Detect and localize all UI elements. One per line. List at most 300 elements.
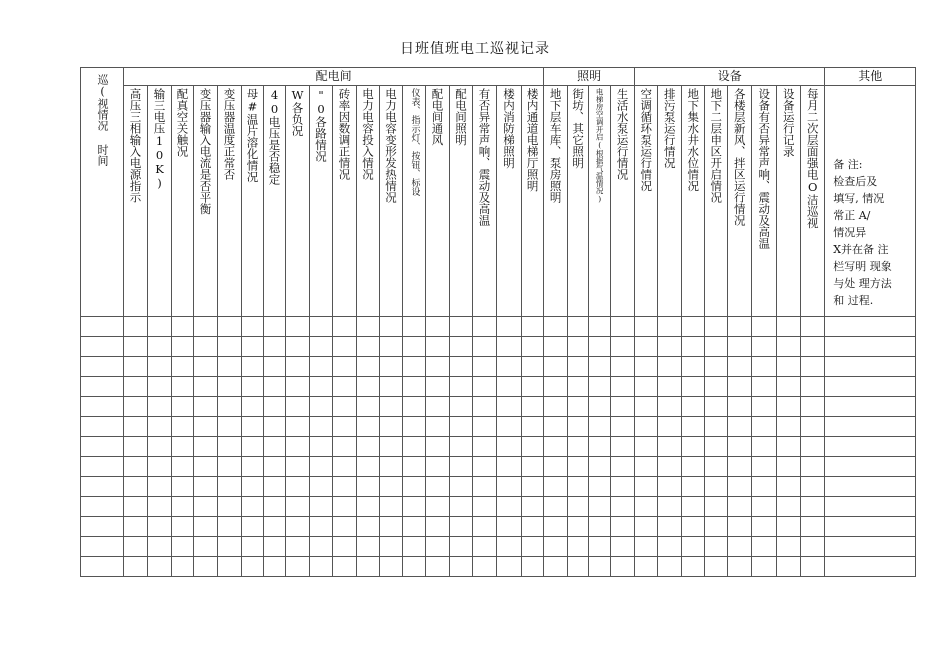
- table-cell[interactable]: [522, 537, 544, 557]
- table-cell[interactable]: [473, 357, 497, 377]
- table-cell[interactable]: [728, 397, 752, 417]
- table-cell[interactable]: [333, 477, 357, 497]
- table-cell[interactable]: [172, 477, 194, 497]
- table-cell[interactable]: [380, 557, 403, 577]
- table-cell[interactable]: [825, 377, 916, 397]
- table-cell[interactable]: [658, 357, 682, 377]
- table-cell[interactable]: [194, 557, 218, 577]
- table-cell[interactable]: [426, 397, 450, 417]
- table-cell[interactable]: [568, 317, 589, 337]
- table-cell[interactable]: [426, 557, 450, 577]
- table-cell[interactable]: [777, 537, 801, 557]
- table-cell[interactable]: [333, 437, 357, 457]
- table-cell[interactable]: [310, 497, 333, 517]
- table-cell[interactable]: [635, 437, 658, 457]
- table-cell[interactable]: [194, 317, 218, 337]
- table-cell[interactable]: [801, 337, 825, 357]
- table-cell[interactable]: [473, 497, 497, 517]
- table-cell[interactable]: [589, 517, 611, 537]
- table-cell[interactable]: [635, 497, 658, 517]
- table-cell[interactable]: [310, 477, 333, 497]
- table-cell[interactable]: [522, 437, 544, 457]
- table-cell[interactable]: [380, 437, 403, 457]
- table-cell[interactable]: [825, 437, 916, 457]
- table-cell[interactable]: [473, 397, 497, 417]
- table-cell[interactable]: [705, 557, 728, 577]
- table-cell[interactable]: [264, 357, 286, 377]
- table-cell[interactable]: [242, 457, 264, 477]
- table-cell[interactable]: [286, 497, 310, 517]
- table-cell[interactable]: [124, 557, 148, 577]
- table-cell[interactable]: [310, 357, 333, 377]
- table-cell[interactable]: [380, 497, 403, 517]
- table-cell[interactable]: [568, 437, 589, 457]
- table-cell[interactable]: [801, 537, 825, 557]
- table-cell[interactable]: [752, 437, 777, 457]
- table-cell[interactable]: [473, 377, 497, 397]
- table-cell[interactable]: [172, 377, 194, 397]
- table-cell[interactable]: [611, 497, 635, 517]
- table-cell[interactable]: [286, 457, 310, 477]
- table-cell[interactable]: [450, 357, 473, 377]
- table-cell[interactable]: [124, 397, 148, 417]
- table-cell[interactable]: [473, 437, 497, 457]
- table-cell[interactable]: [705, 357, 728, 377]
- table-cell[interactable]: [242, 417, 264, 437]
- table-cell[interactable]: [403, 437, 426, 457]
- table-cell[interactable]: [310, 557, 333, 577]
- table-cell[interactable]: [357, 337, 380, 357]
- table-cell[interactable]: [589, 537, 611, 557]
- table-cell[interactable]: [380, 517, 403, 537]
- table-cell[interactable]: [218, 517, 242, 537]
- table-cell[interactable]: [705, 417, 728, 437]
- table-cell[interactable]: [728, 357, 752, 377]
- table-cell[interactable]: [450, 417, 473, 437]
- table-cell[interactable]: [357, 397, 380, 417]
- table-cell[interactable]: [801, 557, 825, 577]
- table-cell[interactable]: [589, 317, 611, 337]
- table-cell[interactable]: [286, 377, 310, 397]
- table-cell[interactable]: [172, 317, 194, 337]
- table-cell[interactable]: [450, 537, 473, 557]
- table-cell[interactable]: [310, 457, 333, 477]
- table-cell[interactable]: [450, 397, 473, 417]
- table-cell[interactable]: [752, 397, 777, 417]
- table-cell[interactable]: [728, 497, 752, 517]
- table-cell[interactable]: [403, 497, 426, 517]
- table-cell[interactable]: [801, 497, 825, 517]
- table-cell[interactable]: [497, 377, 522, 397]
- table-cell[interactable]: [148, 557, 172, 577]
- table-cell[interactable]: [705, 537, 728, 557]
- table-cell[interactable]: [705, 337, 728, 357]
- table-cell[interactable]: [148, 437, 172, 457]
- table-cell[interactable]: [777, 517, 801, 537]
- table-cell[interactable]: [426, 317, 450, 337]
- table-cell[interactable]: [589, 417, 611, 437]
- table-cell[interactable]: [544, 557, 568, 577]
- table-cell[interactable]: [728, 517, 752, 537]
- table-cell[interactable]: [357, 477, 380, 497]
- table-cell[interactable]: [522, 377, 544, 397]
- table-cell[interactable]: [589, 437, 611, 457]
- table-cell[interactable]: [148, 317, 172, 337]
- table-cell[interactable]: [635, 397, 658, 417]
- table-cell[interactable]: [682, 317, 705, 337]
- table-cell[interactable]: [380, 477, 403, 497]
- table-cell[interactable]: [264, 437, 286, 457]
- table-cell[interactable]: [218, 477, 242, 497]
- table-cell[interactable]: [752, 497, 777, 517]
- table-cell[interactable]: [568, 377, 589, 397]
- table-cell[interactable]: [473, 557, 497, 577]
- table-cell[interactable]: [777, 397, 801, 417]
- table-cell[interactable]: [426, 477, 450, 497]
- table-cell[interactable]: [380, 457, 403, 477]
- table-cell[interactable]: [194, 377, 218, 397]
- table-cell[interactable]: [825, 477, 916, 497]
- table-cell[interactable]: [286, 437, 310, 457]
- table-cell[interactable]: [403, 337, 426, 357]
- table-cell[interactable]: [194, 537, 218, 557]
- table-cell[interactable]: [705, 397, 728, 417]
- table-cell[interactable]: [450, 517, 473, 537]
- table-cell[interactable]: [310, 437, 333, 457]
- table-cell[interactable]: [380, 397, 403, 417]
- table-cell[interactable]: [568, 417, 589, 437]
- table-cell[interactable]: [333, 397, 357, 417]
- table-cell[interactable]: [544, 417, 568, 437]
- table-cell[interactable]: [148, 457, 172, 477]
- table-cell[interactable]: [682, 497, 705, 517]
- table-cell[interactable]: [242, 397, 264, 417]
- table-cell[interactable]: [81, 517, 124, 537]
- table-cell[interactable]: [194, 337, 218, 357]
- table-cell[interactable]: [124, 357, 148, 377]
- table-cell[interactable]: [286, 557, 310, 577]
- table-cell[interactable]: [333, 357, 357, 377]
- table-cell[interactable]: [124, 437, 148, 457]
- table-cell[interactable]: [497, 557, 522, 577]
- table-cell[interactable]: [801, 417, 825, 437]
- table-cell[interactable]: [682, 537, 705, 557]
- table-cell[interactable]: [777, 437, 801, 457]
- table-cell[interactable]: [124, 517, 148, 537]
- table-cell[interactable]: [705, 457, 728, 477]
- table-cell[interactable]: [611, 457, 635, 477]
- table-cell[interactable]: [124, 477, 148, 497]
- table-cell[interactable]: [682, 377, 705, 397]
- table-cell[interactable]: [333, 537, 357, 557]
- table-cell[interactable]: [589, 477, 611, 497]
- table-cell[interactable]: [333, 517, 357, 537]
- table-cell[interactable]: [333, 377, 357, 397]
- table-cell[interactable]: [81, 337, 124, 357]
- table-cell[interactable]: [611, 437, 635, 457]
- table-cell[interactable]: [172, 357, 194, 377]
- table-cell[interactable]: [81, 317, 124, 337]
- table-cell[interactable]: [81, 497, 124, 517]
- table-cell[interactable]: [635, 417, 658, 437]
- table-cell[interactable]: [777, 337, 801, 357]
- table-cell[interactable]: [682, 337, 705, 357]
- table-cell[interactable]: [752, 477, 777, 497]
- table-cell[interactable]: [357, 417, 380, 437]
- table-cell[interactable]: [357, 457, 380, 477]
- table-cell[interactable]: [825, 457, 916, 477]
- table-cell[interactable]: [194, 397, 218, 417]
- table-cell[interactable]: [172, 557, 194, 577]
- table-cell[interactable]: [544, 437, 568, 457]
- table-cell[interactable]: [333, 417, 357, 437]
- table-cell[interactable]: [242, 357, 264, 377]
- table-cell[interactable]: [777, 317, 801, 337]
- table-cell[interactable]: [611, 377, 635, 397]
- table-cell[interactable]: [801, 457, 825, 477]
- table-cell[interactable]: [705, 377, 728, 397]
- table-cell[interactable]: [286, 317, 310, 337]
- table-cell[interactable]: [777, 477, 801, 497]
- table-cell[interactable]: [728, 437, 752, 457]
- table-cell[interactable]: [728, 317, 752, 337]
- table-cell[interactable]: [589, 497, 611, 517]
- table-cell[interactable]: [264, 517, 286, 537]
- table-cell[interactable]: [286, 537, 310, 557]
- table-cell[interactable]: [242, 497, 264, 517]
- table-cell[interactable]: [658, 437, 682, 457]
- table-cell[interactable]: [705, 437, 728, 457]
- table-cell[interactable]: [124, 377, 148, 397]
- table-cell[interactable]: [522, 457, 544, 477]
- table-cell[interactable]: [682, 517, 705, 537]
- table-cell[interactable]: [752, 457, 777, 477]
- table-cell[interactable]: [568, 557, 589, 577]
- table-cell[interactable]: [658, 337, 682, 357]
- table-cell[interactable]: [473, 537, 497, 557]
- table-cell[interactable]: [682, 437, 705, 457]
- table-cell[interactable]: [522, 417, 544, 437]
- table-cell[interactable]: [611, 417, 635, 437]
- table-cell[interactable]: [825, 357, 916, 377]
- table-cell[interactable]: [728, 557, 752, 577]
- table-cell[interactable]: [658, 557, 682, 577]
- table-cell[interactable]: [264, 557, 286, 577]
- table-cell[interactable]: [544, 517, 568, 537]
- table-cell[interactable]: [777, 457, 801, 477]
- table-cell[interactable]: [194, 357, 218, 377]
- table-cell[interactable]: [218, 377, 242, 397]
- table-cell[interactable]: [705, 477, 728, 497]
- table-cell[interactable]: [473, 457, 497, 477]
- table-cell[interactable]: [777, 377, 801, 397]
- table-cell[interactable]: [568, 337, 589, 357]
- table-cell[interactable]: [589, 397, 611, 417]
- table-cell[interactable]: [357, 317, 380, 337]
- table-cell[interactable]: [242, 337, 264, 357]
- table-cell[interactable]: [522, 357, 544, 377]
- table-cell[interactable]: [611, 337, 635, 357]
- table-cell[interactable]: [426, 417, 450, 437]
- table-cell[interactable]: [635, 457, 658, 477]
- table-cell[interactable]: [124, 457, 148, 477]
- table-cell[interactable]: [801, 437, 825, 457]
- table-cell[interactable]: [172, 497, 194, 517]
- table-cell[interactable]: [682, 417, 705, 437]
- table-cell[interactable]: [264, 537, 286, 557]
- table-cell[interactable]: [310, 537, 333, 557]
- table-cell[interactable]: [148, 497, 172, 517]
- table-cell[interactable]: [310, 377, 333, 397]
- table-cell[interactable]: [426, 497, 450, 517]
- table-cell[interactable]: [357, 557, 380, 577]
- table-cell[interactable]: [658, 397, 682, 417]
- table-cell[interactable]: [497, 417, 522, 437]
- table-cell[interactable]: [333, 497, 357, 517]
- table-cell[interactable]: [264, 457, 286, 477]
- table-cell[interactable]: [589, 357, 611, 377]
- table-cell[interactable]: [403, 517, 426, 537]
- table-cell[interactable]: [705, 317, 728, 337]
- table-cell[interactable]: [568, 397, 589, 417]
- table-cell[interactable]: [310, 337, 333, 357]
- table-cell[interactable]: [333, 337, 357, 357]
- table-cell[interactable]: [635, 317, 658, 337]
- table-cell[interactable]: [522, 557, 544, 577]
- table-cell[interactable]: [403, 377, 426, 397]
- table-cell[interactable]: [544, 497, 568, 517]
- table-cell[interactable]: [194, 417, 218, 437]
- table-cell[interactable]: [218, 457, 242, 477]
- table-cell[interactable]: [148, 417, 172, 437]
- table-cell[interactable]: [752, 317, 777, 337]
- table-cell[interactable]: [124, 337, 148, 357]
- table-cell[interactable]: [81, 397, 124, 417]
- table-cell[interactable]: [522, 397, 544, 417]
- table-cell[interactable]: [497, 317, 522, 337]
- table-cell[interactable]: [705, 497, 728, 517]
- table-cell[interactable]: [172, 537, 194, 557]
- table-cell[interactable]: [264, 377, 286, 397]
- table-cell[interactable]: [357, 377, 380, 397]
- table-cell[interactable]: [148, 517, 172, 537]
- table-cell[interactable]: [194, 437, 218, 457]
- table-cell[interactable]: [403, 557, 426, 577]
- table-cell[interactable]: [81, 537, 124, 557]
- table-cell[interactable]: [357, 537, 380, 557]
- table-cell[interactable]: [242, 437, 264, 457]
- table-cell[interactable]: [310, 397, 333, 417]
- table-cell[interactable]: [825, 417, 916, 437]
- table-cell[interactable]: [497, 357, 522, 377]
- table-cell[interactable]: [777, 557, 801, 577]
- table-cell[interactable]: [286, 517, 310, 537]
- table-cell[interactable]: [450, 457, 473, 477]
- table-cell[interactable]: [544, 317, 568, 337]
- table-cell[interactable]: [264, 497, 286, 517]
- table-cell[interactable]: [380, 537, 403, 557]
- table-cell[interactable]: [825, 337, 916, 357]
- table-cell[interactable]: [497, 517, 522, 537]
- table-cell[interactable]: [705, 517, 728, 537]
- table-cell[interactable]: [658, 537, 682, 557]
- table-cell[interactable]: [682, 477, 705, 497]
- table-cell[interactable]: [403, 357, 426, 377]
- table-cell[interactable]: [264, 317, 286, 337]
- table-cell[interactable]: [357, 517, 380, 537]
- table-cell[interactable]: [124, 317, 148, 337]
- table-cell[interactable]: [426, 337, 450, 357]
- table-cell[interactable]: [310, 417, 333, 437]
- table-cell[interactable]: [450, 477, 473, 497]
- table-cell[interactable]: [310, 317, 333, 337]
- table-cell[interactable]: [218, 417, 242, 437]
- table-cell[interactable]: [611, 357, 635, 377]
- table-cell[interactable]: [172, 337, 194, 357]
- table-cell[interactable]: [403, 537, 426, 557]
- table-cell[interactable]: [544, 337, 568, 357]
- table-cell[interactable]: [218, 337, 242, 357]
- table-cell[interactable]: [544, 357, 568, 377]
- table-cell[interactable]: [242, 517, 264, 537]
- table-cell[interactable]: [568, 517, 589, 537]
- table-cell[interactable]: [148, 397, 172, 417]
- table-cell[interactable]: [81, 357, 124, 377]
- table-cell[interactable]: [194, 517, 218, 537]
- table-cell[interactable]: [124, 497, 148, 517]
- table-cell[interactable]: [403, 477, 426, 497]
- table-cell[interactable]: [658, 517, 682, 537]
- table-cell[interactable]: [81, 557, 124, 577]
- table-cell[interactable]: [611, 557, 635, 577]
- table-cell[interactable]: [825, 517, 916, 537]
- table-cell[interactable]: [450, 317, 473, 337]
- table-cell[interactable]: [728, 477, 752, 497]
- table-cell[interactable]: [380, 357, 403, 377]
- table-cell[interactable]: [218, 357, 242, 377]
- table-cell[interactable]: [497, 477, 522, 497]
- table-cell[interactable]: [194, 477, 218, 497]
- table-cell[interactable]: [589, 557, 611, 577]
- table-cell[interactable]: [658, 497, 682, 517]
- table-cell[interactable]: [497, 397, 522, 417]
- table-cell[interactable]: [242, 317, 264, 337]
- table-cell[interactable]: [635, 377, 658, 397]
- table-cell[interactable]: [522, 517, 544, 537]
- table-cell[interactable]: [450, 377, 473, 397]
- table-cell[interactable]: [568, 457, 589, 477]
- table-cell[interactable]: [81, 377, 124, 397]
- table-cell[interactable]: [635, 357, 658, 377]
- table-cell[interactable]: [403, 457, 426, 477]
- table-cell[interactable]: [544, 377, 568, 397]
- table-cell[interactable]: [218, 537, 242, 557]
- table-cell[interactable]: [426, 357, 450, 377]
- table-cell[interactable]: [658, 417, 682, 437]
- table-cell[interactable]: [658, 477, 682, 497]
- table-cell[interactable]: [124, 537, 148, 557]
- table-cell[interactable]: [682, 557, 705, 577]
- table-cell[interactable]: [450, 497, 473, 517]
- table-cell[interactable]: [426, 377, 450, 397]
- table-cell[interactable]: [801, 397, 825, 417]
- table-cell[interactable]: [380, 377, 403, 397]
- table-cell[interactable]: [172, 437, 194, 457]
- table-cell[interactable]: [426, 457, 450, 477]
- table-cell[interactable]: [357, 357, 380, 377]
- table-cell[interactable]: [242, 477, 264, 497]
- table-cell[interactable]: [357, 437, 380, 457]
